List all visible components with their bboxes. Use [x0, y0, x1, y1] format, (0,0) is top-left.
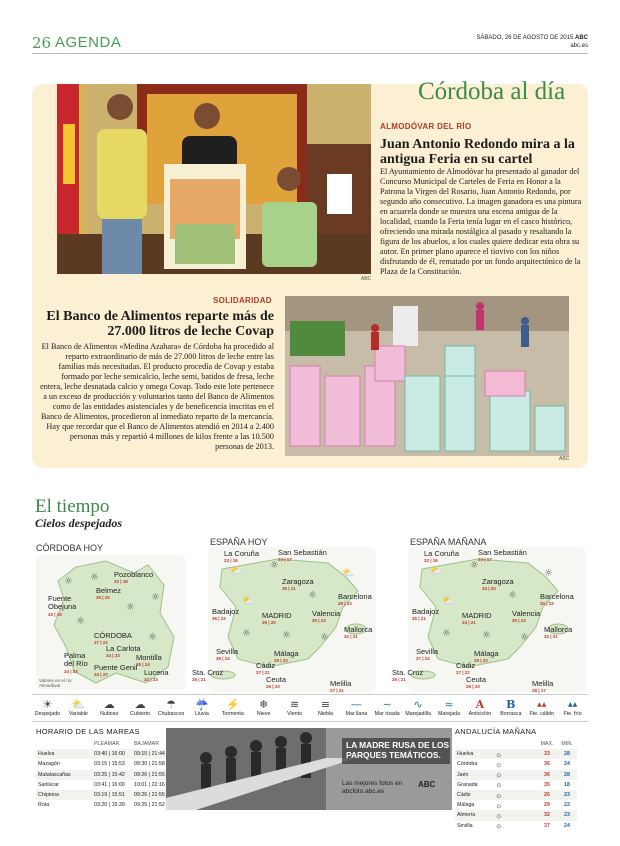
city-name: Mallorca: [344, 625, 373, 634]
city-name: Valencia: [312, 609, 341, 618]
city-name: Pozoblanco: [114, 570, 154, 579]
andalucia-city: Córdoba: [457, 761, 478, 768]
sun-cloud-icon: ⛅: [71, 698, 86, 711]
poster-photo: [57, 84, 371, 274]
story1-body: El Ayuntamiento de Almodóvar ha presentado al ganador del Concurso Municipal de Carteles de Feria en Honor a la Patrona la Virgen del Rosario, Juan Antonio Redondo, por segundo año consecutivo. La imagen ganadora es una pintura en acuarela donde se muestra una escena antigua de la localidad, cuando la Feria tenía lugar en el casco histórico, ofreciendo una mirada nostálgica al pasado y resaltando la figura de los abuelos, a los cuales quiere dedicar esta obra su autor. En primer plano aparece el tiovivo con los niños disfrutando de él, rematado por un fondo arquitectónico de la Plaza de la Constitución.: [380, 167, 582, 276]
tide-low: 09:30 | 21:58: [134, 761, 165, 768]
legend-item: [63, 695, 94, 721]
tide-high: 03:19 | 15:51: [92, 790, 132, 800]
tide-place: Mazagón: [38, 761, 60, 768]
ad-brand-logo: ABC: [418, 780, 436, 789]
tide-high: 03:15 | 15:53: [94, 761, 125, 768]
sun-icon: ☼: [308, 590, 317, 601]
legend-item: [156, 695, 187, 721]
city-name: Lucena: [144, 668, 169, 677]
spain-today-city: [282, 577, 314, 591]
spain-tomorrow-city: [532, 679, 553, 693]
sun-icon: ☼: [495, 780, 503, 790]
table-row: [455, 790, 577, 800]
tides-header-row: [36, 739, 172, 749]
sun-icon: ☼: [242, 628, 251, 639]
temp-max: 35: [544, 781, 550, 788]
sun-cloud-icon: ⛅: [442, 596, 455, 607]
city-temp: 37 | 24: [416, 656, 430, 661]
cloud-icon: ☁: [103, 698, 115, 711]
city-temp: 24 | 17: [478, 557, 492, 562]
sun-cloud-icon: ⛅: [230, 566, 243, 577]
rough-sea-icon: ≈: [444, 698, 454, 711]
story2-kicker: SOLIDARIDAD: [213, 296, 272, 305]
tide-high: 03:41 | 16:00: [94, 781, 125, 788]
sun-icon: ☼: [493, 749, 537, 759]
legend-item: [125, 695, 156, 721]
cordoba-city: [64, 652, 88, 676]
city-name: Puente Genil: [94, 663, 138, 672]
legend-label: Nuboso: [100, 711, 119, 717]
milk-pallets-photo: [285, 296, 569, 456]
andalucia-header: MAX.: [540, 741, 554, 748]
city-name: Barcelona: [540, 592, 574, 601]
spain-tomorrow-map: [392, 547, 586, 693]
sun-icon: ☼: [482, 630, 491, 641]
city-temp: 34 | 22: [94, 672, 108, 677]
temp-max: 26: [537, 790, 557, 800]
spain-tomorrow-city: [466, 675, 486, 689]
city-temp: 30 | 23: [312, 618, 326, 623]
spain-today-city: [338, 592, 372, 606]
sun-icon: ☼: [508, 590, 517, 601]
spain-today-label: ESPAÑA HOY: [210, 537, 268, 547]
city-temp: 33 | 18: [114, 579, 128, 584]
city-name: Fuente Obejuna: [48, 594, 77, 611]
photo2-credit: ABC: [559, 456, 570, 462]
spain-tomorrow-label: ESPAÑA MAÑANA: [410, 537, 487, 547]
cordoba-city: [114, 570, 153, 584]
city-name: Sevilla: [216, 647, 239, 656]
tide-place: Rota: [38, 802, 50, 809]
legend-label: Nieve: [256, 711, 271, 717]
sun-icon: ☼: [282, 630, 291, 641]
sun-icon: ☼: [495, 759, 503, 769]
sun-icon: ☼: [470, 560, 479, 571]
city-temp: 26 | 23: [266, 684, 280, 689]
andalucia-city: Almería: [455, 810, 493, 820]
swell-icon: ∿: [413, 698, 423, 711]
city-temp: 35 | 21: [282, 586, 296, 591]
story1-kicker: ALMODÓVAR DEL RÍO: [380, 122, 472, 131]
city-temp: 35 | 24: [136, 662, 150, 667]
spain-today-city: [216, 647, 238, 661]
tides-table: [36, 739, 172, 810]
city-temp: 33 | 18: [48, 612, 62, 617]
legend-item: [464, 695, 495, 721]
city-name: Badajoz: [212, 607, 240, 616]
legend-item: [186, 695, 217, 721]
legend-item: [557, 695, 588, 721]
city-temp: 26 | 21: [392, 677, 406, 682]
brand-label: ABC: [575, 35, 588, 41]
spain-tomorrow-city: [462, 611, 492, 625]
sun-icon: ☼: [90, 572, 99, 583]
table-row: [455, 800, 577, 810]
spain-today-map: [192, 547, 376, 693]
spain-today-city: [266, 675, 286, 689]
sun-icon: ☼: [493, 770, 537, 780]
city-temp: 34 | 23: [64, 669, 78, 674]
cordoba-city: [144, 668, 169, 682]
city-temp: 32 | 23: [144, 677, 158, 682]
spain-tomorrow-city: [474, 649, 499, 663]
legend-label: Mar rizada: [374, 711, 400, 717]
cordoba-city: [96, 586, 121, 600]
spain-today-city: [256, 661, 275, 675]
legend-item: [279, 695, 310, 721]
city-name: La Coruña: [224, 549, 260, 558]
spain-tomorrow-city: [512, 609, 540, 623]
temp-max: 36: [544, 761, 550, 768]
weather-subtitle: Cielos despejados: [35, 516, 122, 530]
spain-tomorrow-city: [482, 577, 514, 591]
legend-item: [32, 695, 63, 721]
city-temp: 30 | 23: [512, 618, 526, 623]
temp-min: 22: [564, 802, 570, 809]
choppy-sea-icon: ∼: [382, 698, 392, 711]
temp-min: 23: [557, 810, 577, 820]
table-row: [455, 810, 577, 820]
section-title: AGENDA: [55, 34, 122, 51]
page-number: 26: [32, 34, 52, 52]
temp-max: 29: [544, 802, 550, 809]
legend-label: Tormenta: [221, 711, 244, 717]
table-row: [36, 749, 172, 759]
spain-today-city: [274, 649, 299, 663]
milk-pallets-illustration: [285, 296, 569, 456]
temp-min: 24: [564, 822, 570, 829]
tide-low: 09:25 | 21:52: [134, 802, 165, 809]
cordoba-city: [94, 663, 137, 677]
table-row: [455, 770, 577, 780]
sun-icon: ☼: [493, 810, 537, 820]
spain-today-city: [330, 679, 351, 693]
tide-high: 03:20 | 15:39: [94, 802, 125, 809]
legend-label: Marejadilla: [405, 711, 431, 717]
ad-tagline: Las mejores fotos en abcfoto.abc.es: [342, 780, 403, 795]
city-name: Melilla: [532, 679, 554, 688]
andalucia-city: Málaga: [457, 802, 475, 809]
city-name: Málaga: [474, 649, 499, 658]
legend-item: [495, 695, 526, 721]
table-row: [455, 821, 577, 831]
spain-today-city: [278, 548, 327, 562]
city-name: Cádiz: [256, 661, 276, 670]
legend-item: [310, 695, 341, 721]
sun-icon: ☼: [520, 632, 529, 643]
legend-label: Variable: [68, 711, 88, 717]
tides-title: HORARIO DE LAS MAREAS: [36, 727, 140, 736]
city-name: Ceuta: [466, 675, 487, 684]
calm-sea-icon: —: [350, 698, 362, 711]
tide-high: 03:25 | 15:42: [92, 770, 132, 780]
spain-tomorrow-city: [424, 549, 459, 563]
spain-today-city: [344, 625, 372, 639]
city-temp: 35 | 20: [96, 595, 110, 600]
city-temp: 37 | 22: [94, 640, 108, 645]
andalucia-header: [455, 739, 493, 749]
rain-icon: ☔: [195, 698, 209, 711]
spain-today-city: [262, 611, 292, 625]
temp-max: 37: [544, 822, 550, 829]
spain-today-city: [312, 609, 340, 623]
sun-icon: ☼: [493, 790, 537, 800]
legend-item: [403, 695, 434, 721]
weather-title: El tiempo: [35, 496, 110, 517]
sun-icon: ☼: [64, 576, 73, 587]
spain-today-city: [212, 607, 239, 621]
city-temp: 26 | 21: [192, 677, 206, 682]
legend-label: Anticiclón: [468, 711, 492, 717]
city-temp: 28 | 17: [532, 688, 546, 693]
weather-legend: [32, 694, 588, 722]
city-name: Montilla: [136, 653, 162, 662]
tide-place: Chipiona: [36, 790, 92, 800]
tide-high: 03:40 | 16:00: [92, 749, 132, 759]
city-name: MADRID: [262, 611, 292, 620]
city-name: Sevilla: [416, 647, 439, 656]
spain-tomorrow-city: [478, 548, 527, 562]
city-temp: 22 | 16: [424, 558, 438, 563]
sun-icon: ☼: [148, 632, 157, 643]
cold-front-icon: ▲▲: [567, 701, 578, 708]
spain-tomorrow-city: [456, 661, 475, 675]
issue-date: [476, 34, 588, 50]
spain-tomorrow-city: [416, 647, 438, 661]
city-name: San Sebastián: [478, 548, 527, 557]
legend-label: Lluvia: [194, 711, 209, 717]
poster-photo-illustration: [57, 84, 371, 274]
city-name: Málaga: [274, 649, 299, 658]
tides-header: [36, 739, 92, 749]
andalucia-city: Granada: [457, 781, 478, 788]
abcfoto-ad[interactable]: [166, 728, 452, 810]
city-name: Badajoz: [412, 607, 440, 616]
wind-icon: ≋: [289, 698, 300, 711]
table-row: [36, 780, 172, 790]
city-name: Melilla: [330, 679, 352, 688]
story2-headline: El Banco de Alimentos reparte más de 27.000 litros de leche Covap: [46, 309, 274, 339]
city-temp: 29 | 23: [474, 658, 488, 663]
andalucia-header-row: [455, 739, 577, 749]
spain-tomorrow-city: [392, 668, 423, 682]
andalucia-city: Cádiz: [455, 790, 493, 800]
tides-header: BAJAMAR: [134, 741, 160, 748]
legend-item: [94, 695, 125, 721]
cordoba-city: [136, 653, 162, 667]
andalucia-city: Jaén: [455, 770, 493, 780]
storm-low-icon: B: [506, 698, 516, 711]
sun-icon: ☼: [76, 616, 85, 627]
temp-max: 36: [537, 770, 557, 780]
city-temp: 27 | 22: [456, 670, 470, 675]
city-name: Sta. Cruz: [392, 668, 424, 677]
legend-item: [434, 695, 465, 721]
city-name: Ceuta: [266, 675, 287, 684]
sun-icon: ☼: [151, 592, 160, 603]
city-temp: 27 | 21: [256, 670, 270, 675]
city-temp: 29 | 23: [338, 601, 352, 606]
andalucia-header: [493, 739, 537, 749]
spain-today-city: [192, 668, 223, 682]
sun-icon: ☀: [42, 698, 53, 711]
city-temp: 34 | 23: [106, 653, 120, 658]
ad-headline: LA MADRE RUSA DE LOS PARQUES TEMÁTICOS.: [346, 740, 450, 760]
city-name: Palma del Río: [64, 651, 88, 668]
tide-low: 09:26 | 21:55: [132, 770, 172, 780]
story2-body: El Banco de Alimentos «Medina Azahara» de Córdoba ha procedido al reparto extraordinario de más de 27.000 litros de leche entre las familias más necesitadas. El producto procedía de Covap y estaba formado por leche semicalcio, leche semi, batidos de fresa, leche entera, leche desnatada calcio y omega Covap. Todo este lote pertenece a un exceso de producción y voluntarios tanto del Banco de Alimentos como de las entidades asistenciales y de beneficencia inscritas en el Banco de Alimentos, procedieron al inmediato reparto de la mercancía. Hay que recordar que el Banco de Alimentos atendió en 2014 a 2.400 personas más y repartió 4 millones de kilos frente a las 10.500 personas de 2013.: [40, 342, 274, 451]
city-name: Belmez: [96, 586, 122, 595]
city-temp: 30 | 22: [540, 601, 554, 606]
legend-label: Fte. cálido: [529, 711, 554, 717]
sun-icon: ☼: [126, 602, 135, 613]
city-name: Zaragoza: [282, 577, 314, 586]
header-rule: [32, 53, 588, 54]
temp-min: 28: [557, 770, 577, 780]
sun-icon: ☼: [544, 568, 553, 579]
city-name: San Sebastián: [278, 548, 327, 557]
city-temp: 34 | 21: [462, 620, 476, 625]
sun-icon: ☼: [320, 632, 329, 643]
overcast-icon: ☁: [134, 698, 146, 711]
table-row: [36, 790, 172, 800]
tide-place: Matalascañas: [36, 770, 92, 780]
temp-min: 28: [557, 749, 577, 759]
spain-tomorrow-city: [544, 625, 572, 639]
city-name: La Carlota: [106, 644, 141, 653]
legend-label: Mar llana: [345, 711, 368, 717]
legend-label: Borrasca: [500, 711, 522, 717]
city-temp: 27 | 21: [330, 688, 344, 693]
table-row: [36, 759, 172, 769]
story1-headline: Juan Antonio Redondo mira a la antigua Feria en su cartel: [380, 137, 575, 167]
tide-low: 09:26 | 21:55: [132, 790, 172, 800]
andalucia-title: ANDALUCÍA MAÑANA: [455, 727, 537, 736]
city-name: Barcelona: [338, 592, 372, 601]
sun-cloud-icon: ⛅: [430, 566, 443, 577]
sun-icon: ☼: [495, 821, 503, 831]
legend-label: Fte. frío: [563, 711, 582, 717]
temp-min: 24: [564, 761, 570, 768]
andalucia-header: MIN.: [561, 741, 573, 748]
city-temp: 35 | 20: [262, 620, 276, 625]
city-name: Valencia: [512, 609, 541, 618]
tide-place: Huelva: [36, 749, 92, 759]
andalucia-city: Huelva: [455, 749, 493, 759]
legend-label: Chubascos: [157, 711, 185, 717]
legend-label: Despejado: [34, 711, 61, 717]
feature-title: Córdoba al día: [418, 78, 566, 105]
tide-low: 09:15 | 21:44: [132, 749, 172, 759]
temp-max: 33: [537, 749, 557, 759]
spain-tomorrow-city: [540, 592, 574, 606]
table-row: [36, 800, 172, 810]
date-text: SÁBADO, 26 DE AGOSTO DE 2015: [476, 35, 574, 41]
cordoba-map: [36, 555, 186, 690]
tide-place: Sanlúcar: [38, 781, 59, 788]
city-name: Mallorca: [544, 625, 573, 634]
cordoba-map-label: CÓRDOBA HOY: [36, 543, 104, 553]
storm-icon: ⚡: [225, 698, 240, 711]
fog-icon: ≡: [320, 698, 331, 711]
andalucia-city: Sevilla: [457, 822, 473, 829]
city-temp: 39 | 24: [216, 656, 230, 661]
showers-icon: ☂: [166, 698, 176, 711]
table-row: [455, 780, 577, 790]
city-name: Sta. Cruz: [192, 668, 224, 677]
sun-cloud-icon: ⛅: [342, 568, 355, 579]
temp-min: 18: [564, 781, 570, 788]
legend-item: [341, 695, 372, 721]
site-label: abc.es: [570, 43, 588, 49]
sun-icon: ☼: [442, 628, 451, 639]
city-name: La Coruña: [424, 549, 460, 558]
legend-label: Niebla: [317, 711, 333, 717]
city-name: Zaragoza: [482, 577, 514, 586]
city-name: CÓRDOBA: [94, 631, 132, 640]
city-temp: 29 | 23: [274, 658, 288, 663]
sun-icon: ☼: [270, 560, 279, 571]
city-temp: 32 | 21: [344, 634, 358, 639]
spain-today-city: [224, 549, 259, 563]
table-row: [455, 759, 577, 769]
tides-header: PLEAMAR: [94, 741, 120, 748]
city-temp: 24 | 17: [278, 557, 292, 562]
city-temp: 35 | 21: [412, 616, 426, 621]
city-temp: 34 | 20: [482, 586, 496, 591]
cordoba-city: [94, 631, 132, 645]
temp-max: 32: [537, 810, 557, 820]
sun-icon: ☼: [495, 800, 503, 810]
legend-label: Viento: [287, 711, 303, 717]
city-name: MADRID: [462, 611, 492, 620]
legend-label: Cubierto: [130, 711, 151, 717]
anticyclone-icon: A: [475, 698, 485, 711]
tide-low: 10:01 | 22:16: [134, 781, 165, 788]
table-row: [36, 770, 172, 780]
spain-tomorrow-city: [412, 607, 439, 621]
legend-item: [526, 695, 557, 721]
legend-item: [248, 695, 279, 721]
photo1-credit: ABC: [361, 276, 372, 282]
city-temp: 32 | 21: [544, 634, 558, 639]
sun-cloud-icon: ⛅: [242, 596, 255, 607]
andalucia-table: [455, 739, 577, 831]
table-row: [455, 749, 577, 759]
legend-label: Marejada: [437, 711, 461, 717]
legend-item: [217, 695, 248, 721]
city-temp: 26 | 23: [466, 684, 480, 689]
warm-front-icon: ▲▲: [537, 701, 547, 708]
cordoba-footnote: Valores en el río: Almodóvar: [39, 678, 73, 688]
city-temp: 23 | 16: [224, 558, 238, 563]
city-name: Cádiz: [456, 661, 476, 670]
city-temp: 36 | 22: [212, 616, 226, 621]
temp-min: 23: [557, 790, 577, 800]
snow-icon: ❄: [259, 698, 269, 711]
legend-item: [372, 695, 403, 721]
